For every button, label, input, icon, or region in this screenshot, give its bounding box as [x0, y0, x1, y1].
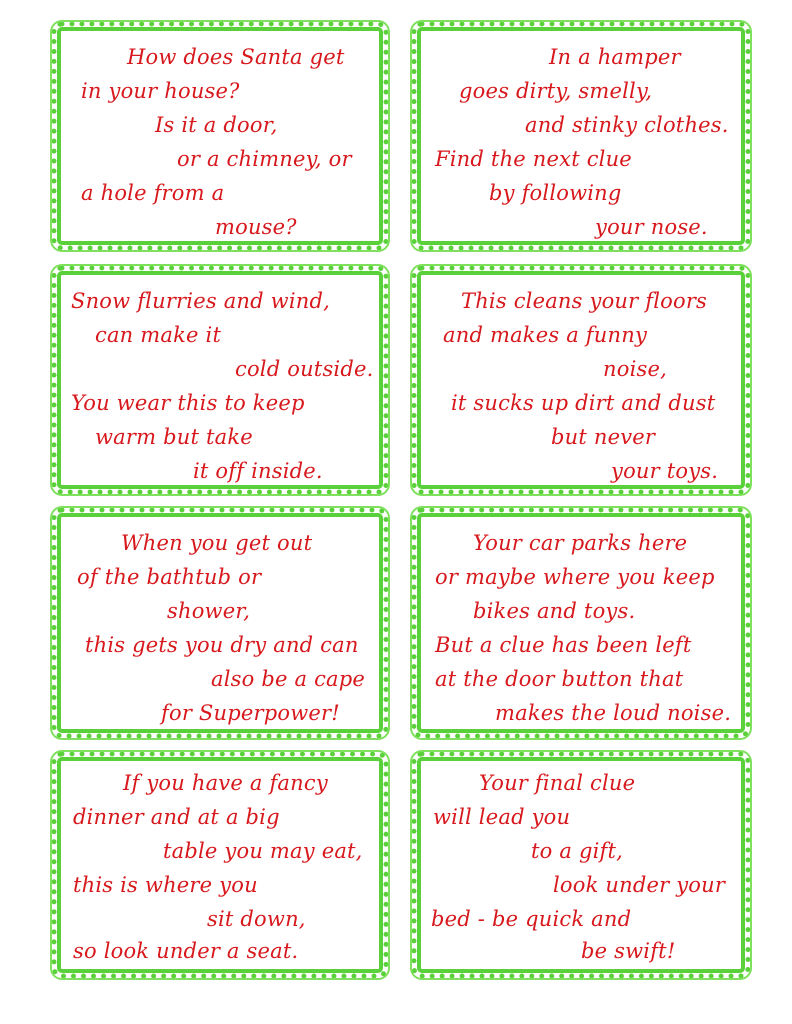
clue-line: also be a cape [211, 667, 366, 691]
clue-card-2 [412, 22, 750, 250]
clue-line: by following [489, 181, 622, 205]
clue-line: or a chimney, or [177, 147, 352, 171]
clue-line: can make it [95, 323, 222, 347]
clue-line: shower, [167, 599, 251, 623]
clue-line: a hole from a [81, 181, 225, 205]
clue-card-5 [52, 508, 388, 738]
clue-line: Snow flurries and wind, [71, 289, 330, 313]
clue-line: warm but take [95, 425, 253, 449]
clue-line: of the bathtub or [77, 565, 262, 589]
clue-line: Is it a door, [155, 113, 278, 137]
clue-card-4 [412, 266, 750, 494]
clue-line: in your house? [81, 79, 240, 103]
clue-line: noise, [603, 357, 667, 381]
clue-line: for Superpower! [161, 701, 340, 725]
clue-line: But a clue has been left [435, 633, 692, 657]
clue-line: goes dirty, smelly, [459, 79, 653, 103]
clue-line: and makes a funny [443, 323, 648, 347]
clue-line: this gets you dry and can [85, 633, 359, 657]
clue-line: be swift! [581, 939, 676, 963]
clue-line: but never [551, 425, 656, 449]
clue-line: to a gift, [531, 839, 623, 863]
clue-line: You wear this to keep [71, 391, 305, 415]
clue-line: or maybe where you keep [435, 565, 715, 589]
clue-line: mouse? [215, 215, 297, 239]
clue-line: bed - be quick and [431, 907, 632, 931]
clue-line: it off inside. [193, 459, 323, 483]
clue-line: Your final clue [479, 771, 636, 795]
clue-line: your nose. [595, 215, 708, 239]
clue-line: Find the next clue [435, 147, 632, 171]
clue-card-8 [412, 752, 750, 978]
clue-line: How does Santa get [127, 45, 345, 69]
clue-line: makes the loud noise. [495, 701, 732, 725]
clue-line: and stinky clothes. [525, 113, 729, 137]
clue-line: dinner and at a big [73, 805, 280, 829]
clue-line: table you may eat, [163, 839, 363, 863]
clue-card-1 [52, 22, 388, 250]
clue-line: look under your [553, 873, 726, 897]
clue-line: When you get out [121, 531, 313, 555]
clue-line: your toys. [611, 459, 719, 483]
clue-card-3 [52, 266, 388, 494]
clue-line: cold outside. [235, 357, 374, 381]
clue-line: this is where you [73, 873, 258, 897]
clue-line: Your car parks here [473, 531, 688, 555]
clue-line: it sucks up dirt and dust [451, 391, 716, 415]
clue-line: If you have a fancy [123, 771, 328, 795]
clue-card-6 [412, 508, 750, 738]
clue-line: In a hamper [549, 45, 681, 69]
clue-line: bikes and toys. [473, 599, 636, 623]
clue-line: at the door button that [435, 667, 684, 691]
clue-line: so look under a seat. [73, 939, 299, 963]
clue-line: will lead you [433, 805, 571, 829]
clue-line: This cleans your floors [461, 289, 708, 313]
clue-line: sit down, [207, 907, 306, 931]
clue-card-7 [52, 752, 388, 978]
